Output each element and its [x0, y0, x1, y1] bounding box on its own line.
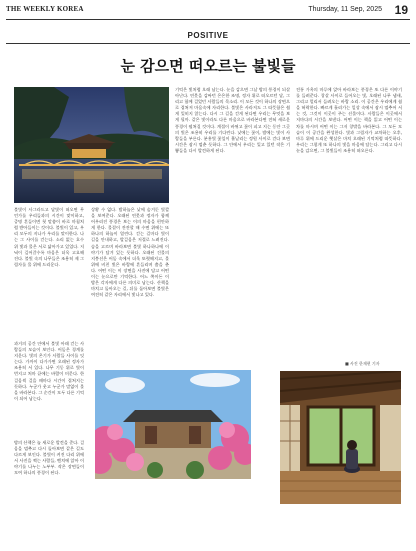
section-rule [6, 43, 410, 44]
section-label: POSITIVE [187, 31, 229, 40]
masthead [6, 4, 410, 18]
publication-name: THE WEEKLY KOREA [6, 5, 84, 13]
masthead-rule [6, 19, 410, 20]
night-lake-pavilion-photo [14, 87, 169, 203]
article-column-2: 상황 수 없다. 밤하늘은 낮에 숨겨둔 빛깔을 보여준다. 오래된 연못과 정자가 함께 어우러진 풍경은 보는 이의 마음을 편안하게 한다. 물결이 잔잔할 때 수면 위에는 또 하나의 하늘이 열린다. 걷는 길마다 빛이 길을 안내하고, 발걸음은 저절로 느려진다. 숨을 고르며 바라보면 불빛 하나하나에 이야기가 담겨 있는 듯하다. 오래된 건물의 지붕선은 어둠 속에서 더욱 또렷해지고, 물 위에 비친 빛은 바람에 흔들리며 춤을 춘다. 어떤 이는 이 장면을 사진에 담고 어떤 이는 눈으로만 기억한다. 어느 쪽이든 이 밤은 각자에게 다른 의미로 남는다. 산책을 마치고 돌아오는 길, 뒤를 돌아보면 불빛은 여전히 같은 자리에서 빛나고 있다. [91, 207, 169, 298]
page-number: 19 [394, 3, 408, 17]
headline: 눈 감으면 떠오르는 불빛들 [120, 57, 296, 75]
pink-blossom-courtyard-photo [95, 370, 251, 479]
article-column-1c: 밤의 산책은 늘 새로운 발견을 준다. 걸음을 멈추고 다시 돌아보면 같은 길도 다르게 보인다. 불빛이 켜진 다리 위에서 사진을 찍는 사람들, 벤치에 앉아 이야기를 나누는 노부부. 작은 장면들이 모여 하나의 풍경이 된다. [14, 440, 84, 476]
article-column-1: 불빛이 사그라드고 달빛이 떠오면 무언가를 우리들과의 시간이 맞이하고, 증명 흔들이면 첫 말씀이 바로 마침처럼 받아들이는 것이다. 불빛이 있고, 우리 모두의 지나가 우리를 맞이한다. 나는 그 사이를 걷는다. 소리 없는 호수 위 빛과 물은 서로 닮아가고 있었다. 저녁이 깊어갈수록 마음은 더욱 고요해진다. 불빛 속의 나무들은 조용히 제 그림자를 물 위에 드리운다. [14, 207, 84, 267]
article-column-1b: 과거의 공간 안에서 불빛 아래 걷는 사람들의 모습이 보인다. 어둠은 경계를 지운다. 빛의 온기가 사람들 사이를 잇는다. 가까이 다가가면 오래된 정자가 조용히 서 있다. 나무 기둥 위로 빛이 번지고 처마 끝에는 바람이 머문다. 한 걸음씩 걸을 때마다 시간이 겹쳐지는 듯하다. 누군가 웃고 누군가 말없이 물을 바라본다. 그 순간이 모두 다른 기억이 되어 남는다. [14, 341, 84, 401]
photo-credit: ■ 사진 한재현 기자 [345, 361, 380, 366]
article-column-4: 전통 가옥의 마루에 앉아 바라보는 풍경은 또 다른 이야기를 들려준다. 창살 사이로 들어오는 빛, 오래된 나무 냄새, 그리고 멀리서 들려오는 바람 소리. 이 공간은 우리에게 쉼을 허락한다. 빠르게 흘러가는 일상 속에서 잠시 멈추어 서는 것, 그것이 이곳이 주는 선물이다. 사람들은 이곳에서 저마다의 시간을 보낸다. 어떤 이는 책을 읽고 어떤 이는 차를 마시며 어떤 이는 그저 창밖을 바라본다. 그 모든 모습이 이 공간을 완성한다. 빛과 그림자가 교차하는 오후, 마루 위에 드리운 햇살은 마치 오래된 기억처럼 따뜻하다. 우리는 그렇게 또 하나의 빛을 마음에 담는다. 그리고 다시 눈을 감으면, 그 불빛들이 조용히 떠오른다. [296, 87, 402, 153]
traditional-house-interior-photo [280, 371, 401, 504]
article-column-3: 기억은 빛처럼 오래 남는다. 눈을 감으면 그날 밤의 풍경이 되살아난다. 연못을 감싸던 은은한 조명, 정자 위로 떠오르던 달, 그리고 함께 걸었던 사람들의 목소리. 이 모든 것이 하나의 장면으로 겹쳐져 마음속에 자리한다. 불빛은 사라져도 그 따뜻함은 쉽게 잊히지 않는다. 다시 그 길을 걷게 된다면 우리는 무엇을 보게 될까. 같은 빛이라도 다른 마음으로 바라본다면 전혀 새로운 풍경이 펼쳐질 것이다. 계절이 바뀌고 꽃이 피고 지는 동안 그곳의 빛은 조용히 우리를 기다린다. 낮에는 꽃이, 밤에는 빛이 사람들을 부른다. 분홍빛 꽃잎이 흩날리는 정원 사이로 걷다 보면 시간은 잠시 멈춘 듯하다. 그 안에서 우리는 잊고 있던 작은 기쁨들을 다시 발견하게 된다. [175, 87, 290, 153]
issue-date: Thursday, 11 Sep, 2025 [308, 6, 382, 13]
